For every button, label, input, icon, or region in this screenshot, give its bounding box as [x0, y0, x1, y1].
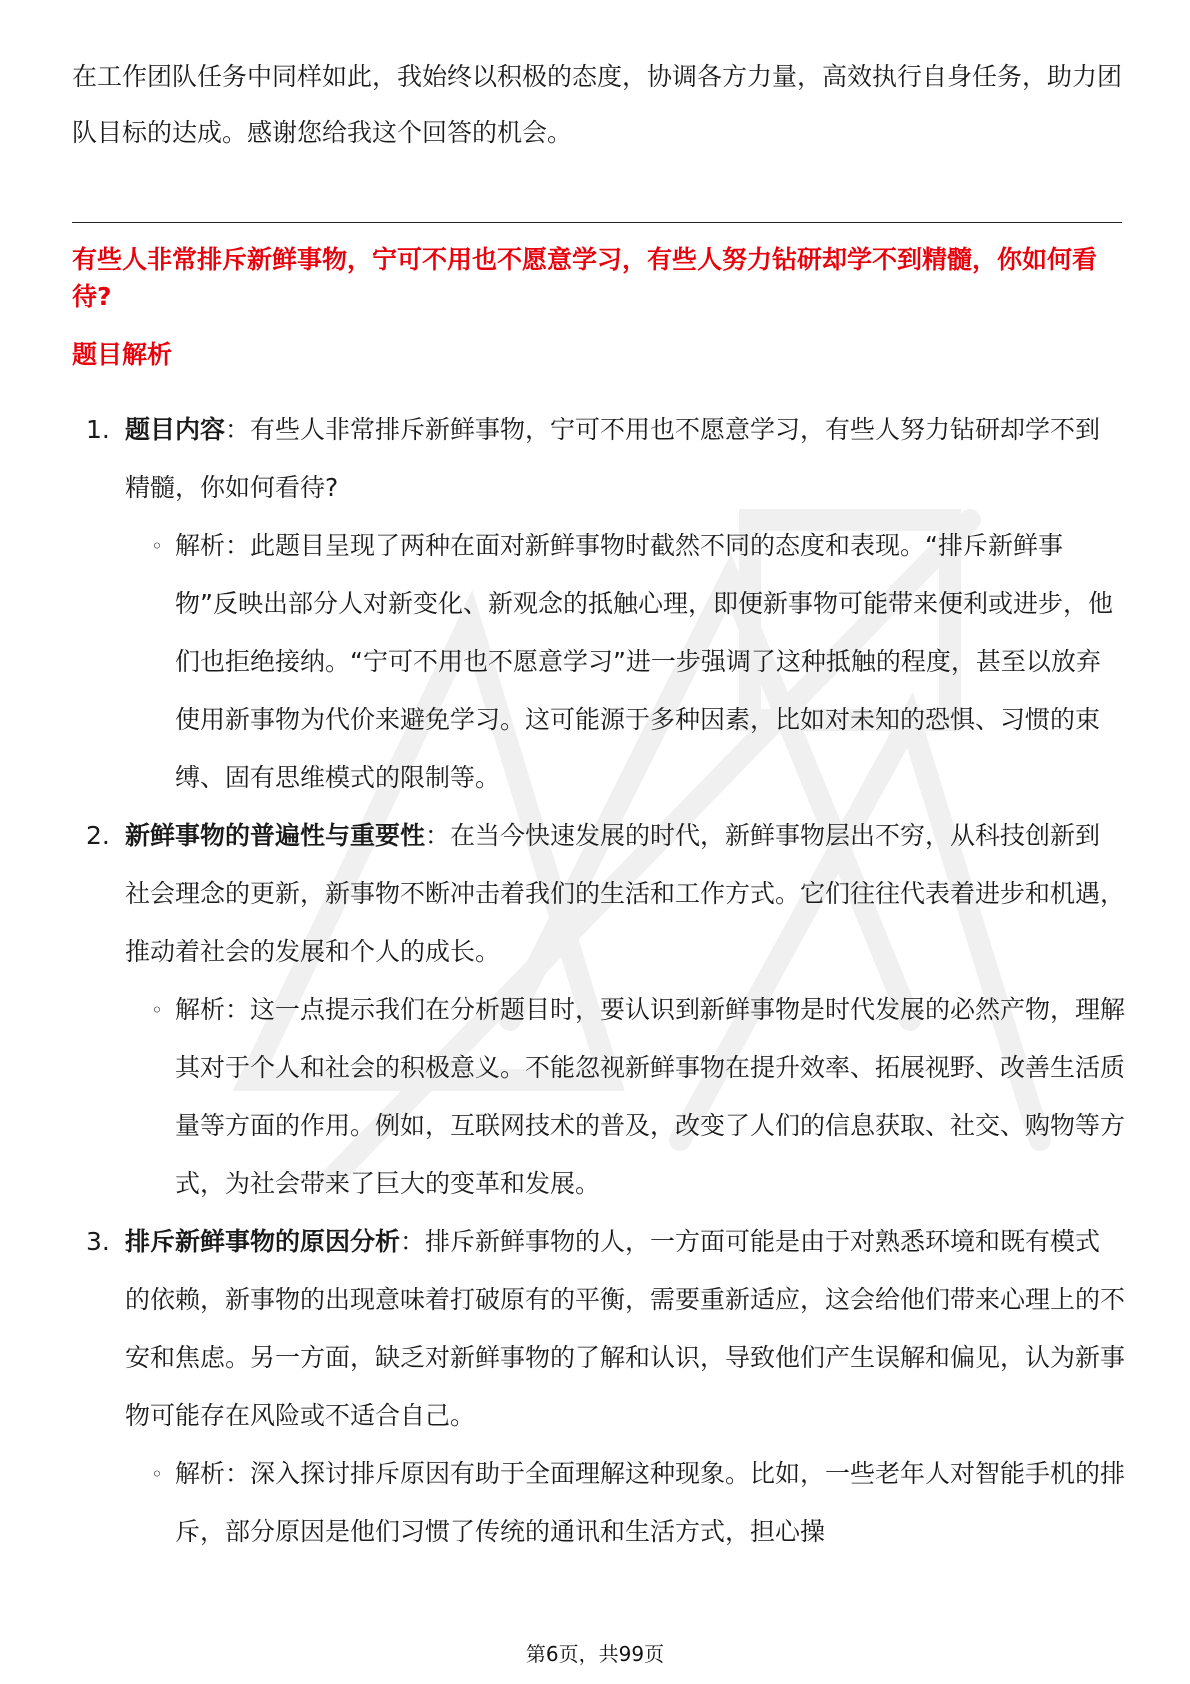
item-label: 新鲜事物的普遍性与重要性 [125, 821, 426, 850]
list-item [0, 401, 1190, 807]
sub-item [151, 517, 1125, 807]
item-content: ：在当今快速发展的时代，新鲜事物层出不穷，从科技创新到社会理念的更新，新事物不断冲击着我们的生活和工作方式。它们往往代表着进步和机遇，推动着社会的发展和个人的成长。 [125, 821, 1126, 966]
item-number: 3. [86, 1227, 110, 1256]
section-divider [72, 222, 1122, 223]
item-text [125, 401, 1125, 517]
sub-item-text: 解析：深入探讨排斥原因有助于全面理解这种现象。比如，一些老年人对智能手机的排斥，部分原因是他们习惯了传统的通讯和生活方式，担心操 [175, 1459, 1126, 1546]
item-text [125, 1213, 1125, 1445]
item-content: ：有些人非常排斥新鲜事物，宁可不用也不愿意学习，有些人努力钻研却学不到精髓，你如何看待? [125, 415, 1101, 502]
page-footer: 第6页，共99页 [525, 1642, 665, 1666]
analysis-list [0, 401, 1190, 1561]
item-number: 2. [86, 821, 110, 850]
question-title: 有些人非常排斥新鲜事物，宁可不用也不愿意学习，有些人努力钻研却学不到精髓，你如何看待? [72, 245, 1098, 311]
intro-paragraph: 在工作团队任务中同样如此，我始终以积极的态度，协调各方力量，高效执行自身任务，助力团队目标的达成。感谢您给我这个回答的机会。 [72, 62, 1123, 147]
hollow-bullet-icon: ◦ [151, 1462, 163, 1486]
hollow-bullet-icon: ◦ [151, 998, 163, 1022]
item-label: 排斥新鲜事物的原因分析 [125, 1227, 401, 1256]
hollow-bullet-icon: ◦ [151, 534, 163, 558]
sub-item-text: 解析：这一点提示我们在分析题目时，要认识到新鲜事物是时代发展的必然产物，理解其对于个人和社会的积极意义。不能忽视新鲜事物在提升效率、拓展视野、改善生活质量等方面的作用。例如，互联网技术的普及，改变了人们的信息获取、社交、购物等方式，为社会带来了巨大的变革和发展。 [175, 995, 1126, 1198]
item-text [125, 807, 1125, 981]
section-heading: 题目解析 [72, 340, 173, 369]
item-content: ：排斥新鲜事物的人，一方面可能是由于对熟悉环境和既有模式的依赖，新事物的出现意味着打破原有的平衡，需要重新适应，这会给他们带来心理上的不安和焦虑。另一方面，缺乏对新鲜事物的了解和认识，导致他们产生误解和偏见，认为新事物可能存在风险或不适合自己。 [125, 1227, 1126, 1430]
sub-item-text: 解析：此题目呈现了两种在面对新鲜事物时截然不同的态度和表现。“排斥新鲜事物”反映出部分人对新变化、新观念的抵触心理，即便新事物可能带来便利或进步，他们也拒绝接纳。“宁可不用也不愿意学习”进一步强调了这种抵触的程度，甚至以放弃使用新事物为代价来避免学习。这可能源于多种因素，比如对未知的恐惧、习惯的束缚、固有思维模式的限制等。 [175, 531, 1113, 792]
list-item [0, 1213, 1190, 1561]
item-number: 1. [86, 415, 110, 444]
sub-item [151, 1445, 1126, 1561]
list-item [0, 807, 1190, 1213]
item-label: 题目内容 [125, 415, 226, 444]
sub-item [151, 981, 1126, 1213]
